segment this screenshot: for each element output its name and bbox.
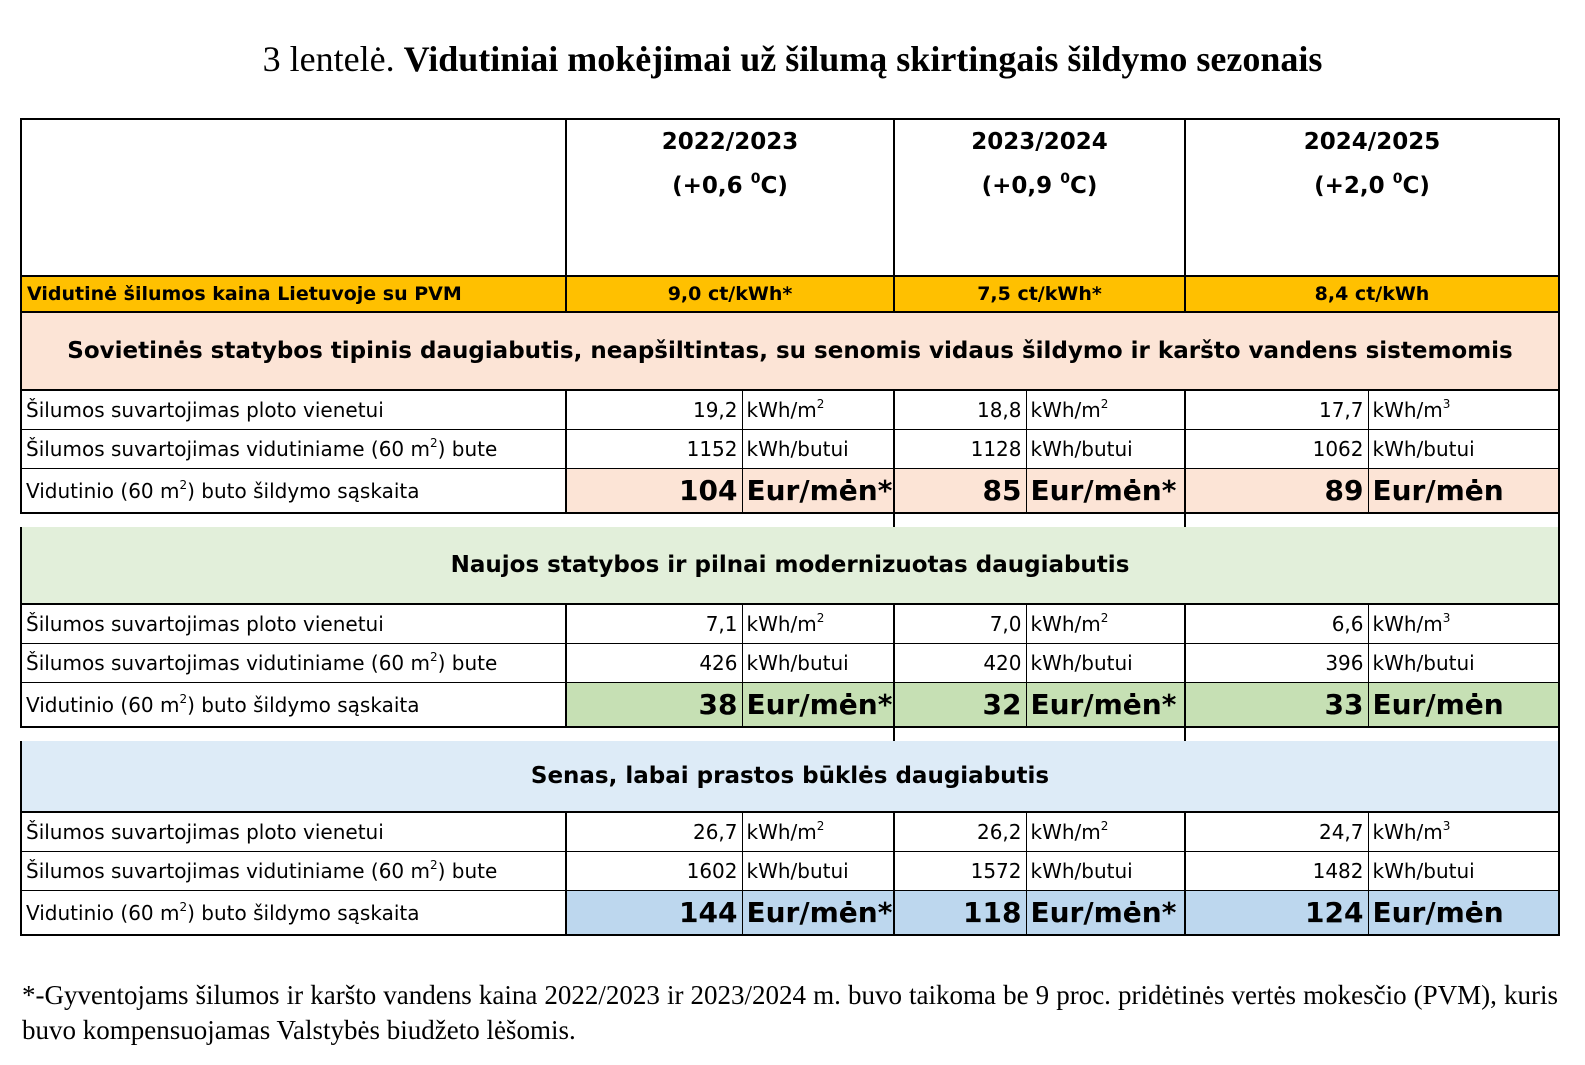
season-header-1: [566, 119, 894, 276]
bill-value: 104: [566, 469, 742, 514]
season-header-3: [1185, 119, 1559, 276]
row-label: Šilumos suvartojimas vidutiniame (60 $m^2$) bute: [21, 852, 566, 891]
value-cell: 1152: [566, 430, 742, 469]
row-label: Vidutinio (60 $m^2$) buto šildymo sąskaita: [21, 891, 566, 936]
season-years: 2024/2025: [1303, 129, 1441, 155]
value-cell: 7,1: [566, 604, 742, 644]
unit-cell: kWh/butui: [742, 430, 894, 469]
header-empty-cell: [21, 119, 566, 276]
bill-value: 124: [1185, 891, 1368, 936]
bill-unit: Eur/mėn*: [742, 891, 894, 936]
unit-cell: kWh/butui: [742, 852, 894, 891]
section-title: Sovietinės statybos tipinis daugiabutis, neapšiltintas, su senomis vidaus šildymo ir karšto vandens sistemomis: [21, 312, 1559, 390]
bill-value: 33: [1185, 683, 1368, 728]
bill-unit: Eur/mėn*: [1026, 891, 1185, 936]
unit-cell: kWh/$m^2$: [742, 604, 894, 644]
unit-cell: kWh/butui: [1368, 430, 1559, 469]
value-cell: 7,0: [894, 604, 1026, 644]
bill-value: 144: [566, 891, 742, 936]
section-title: Senas, labai prastos būklės daugiabutis: [21, 741, 1559, 812]
row-label: Šilumos suvartojimas ploto vienetui: [21, 812, 566, 852]
unit-cell: kWh/butui: [1026, 644, 1185, 683]
season-header-row: [21, 119, 1559, 276]
unit-cell: kWh/$m^2$: [1026, 390, 1185, 430]
value-cell: 1572: [894, 852, 1026, 891]
table-row: [21, 604, 1559, 644]
bill-unit: Eur/mėn*: [1026, 469, 1185, 514]
row-label: Šilumos suvartojimas ploto vienetui: [21, 390, 566, 430]
season-temperature: (+0,6 $^0$C): [672, 171, 788, 199]
value-cell: 396: [1185, 644, 1368, 683]
table-caption: [0, 36, 1585, 82]
unit-cell: kWh/$m^2$: [742, 812, 894, 852]
unit-cell: kWh/butui: [1368, 852, 1559, 891]
bill-unit: Eur/mėn*: [742, 469, 894, 514]
caption-number: 3 lentelė.: [262, 39, 395, 79]
table-row: [21, 852, 1559, 891]
spacer-row: [21, 513, 1559, 527]
bill-unit: Eur/mėn: [1368, 469, 1559, 514]
bill-unit: Eur/mėn*: [1026, 683, 1185, 728]
unit-cell: kWh/butui: [1368, 644, 1559, 683]
bill-unit: Eur/mėn: [1368, 891, 1559, 936]
table-row: [21, 891, 1559, 936]
unit-cell: kWh/$m^3$: [1368, 812, 1559, 852]
season-temperature: (+0,9 $^0$C): [981, 171, 1098, 199]
table-row: [21, 812, 1559, 852]
season-temperature: (+2,0 $^0$C): [1314, 171, 1430, 199]
unit-cell: kWh/$m^2$: [1026, 812, 1185, 852]
price-value: 7,5 ct/kWh*: [894, 276, 1185, 312]
row-label: Vidutinio (60 $m^2$) buto šildymo sąskaita: [21, 469, 566, 514]
value-cell: 426: [566, 644, 742, 683]
footnote: *-Gyventojams šilumos ir karšto vandens kaina 2022/2023 ir 2023/2024 m. buvo taikoma be 9 proc. pridėtinės vertės mokesčio (PVM), kuris buvo kompensuojamas Valstybės biudžeto lėšomis.: [22, 980, 1558, 1045]
row-label: Šilumos suvartojimas vidutiniame (60 $m^2$) bute: [21, 430, 566, 469]
bill-value: 89: [1185, 469, 1368, 514]
bill-value: 32: [894, 683, 1026, 728]
table-row: [21, 430, 1559, 469]
table-row: [21, 683, 1559, 728]
value-cell: 24,7: [1185, 812, 1368, 852]
value-cell: 18,8: [894, 390, 1026, 430]
row-label: Šilumos suvartojimas vidutiniame (60 $m^2$) bute: [21, 644, 566, 683]
value-cell: 1602: [566, 852, 742, 891]
price-value: 8,4 ct/kWh: [1185, 276, 1559, 312]
spacer-row: [21, 727, 1559, 741]
season-years: 2023/2024: [971, 129, 1108, 155]
caption-title: Vidutiniai mokėjimai už šilumą skirtingais šildymo sezonais: [403, 39, 1323, 79]
table-row: [21, 390, 1559, 430]
section-title: Naujos statybos ir pilnai modernizuotas daugiabutis: [21, 527, 1559, 604]
section-header-row: [21, 527, 1559, 604]
bill-unit: Eur/mėn*: [742, 683, 894, 728]
season-years: 2022/2023: [661, 129, 799, 155]
unit-cell: kWh/$m^3$: [1368, 604, 1559, 644]
value-cell: 17,7: [1185, 390, 1368, 430]
section-header-row: [21, 741, 1559, 812]
bill-value: 85: [894, 469, 1026, 514]
unit-cell: kWh/$m^3$: [1368, 390, 1559, 430]
row-label: Šilumos suvartojimas ploto vienetui: [21, 604, 566, 644]
season-header-2: [894, 119, 1185, 276]
value-cell: 1062: [1185, 430, 1368, 469]
bill-value: 118: [894, 891, 1026, 936]
value-cell: 6,6: [1185, 604, 1368, 644]
bill-value: 38: [566, 683, 742, 728]
value-cell: 26,7: [566, 812, 742, 852]
value-cell: 19,2: [566, 390, 742, 430]
heating-payments-table: [20, 118, 1560, 936]
table-row: [21, 469, 1559, 514]
value-cell: 1482: [1185, 852, 1368, 891]
unit-cell: kWh/butui: [1026, 852, 1185, 891]
price-value: 9,0 ct/kWh*: [566, 276, 894, 312]
section-header-row: [21, 312, 1559, 390]
unit-cell: kWh/$m^2$: [742, 390, 894, 430]
unit-cell: kWh/butui: [742, 644, 894, 683]
price-row: [21, 276, 1559, 312]
value-cell: 420: [894, 644, 1026, 683]
price-label: Vidutinė šilumos kaina Lietuvoje su PVM: [21, 276, 566, 312]
unit-cell: kWh/$m^2$: [1026, 604, 1185, 644]
table-row: [21, 644, 1559, 683]
row-label: Vidutinio (60 $m^2$) buto šildymo sąskaita: [21, 683, 566, 728]
value-cell: 1128: [894, 430, 1026, 469]
value-cell: 26,2: [894, 812, 1026, 852]
unit-cell: kWh/butui: [1026, 430, 1185, 469]
bill-unit: Eur/mėn: [1368, 683, 1559, 728]
